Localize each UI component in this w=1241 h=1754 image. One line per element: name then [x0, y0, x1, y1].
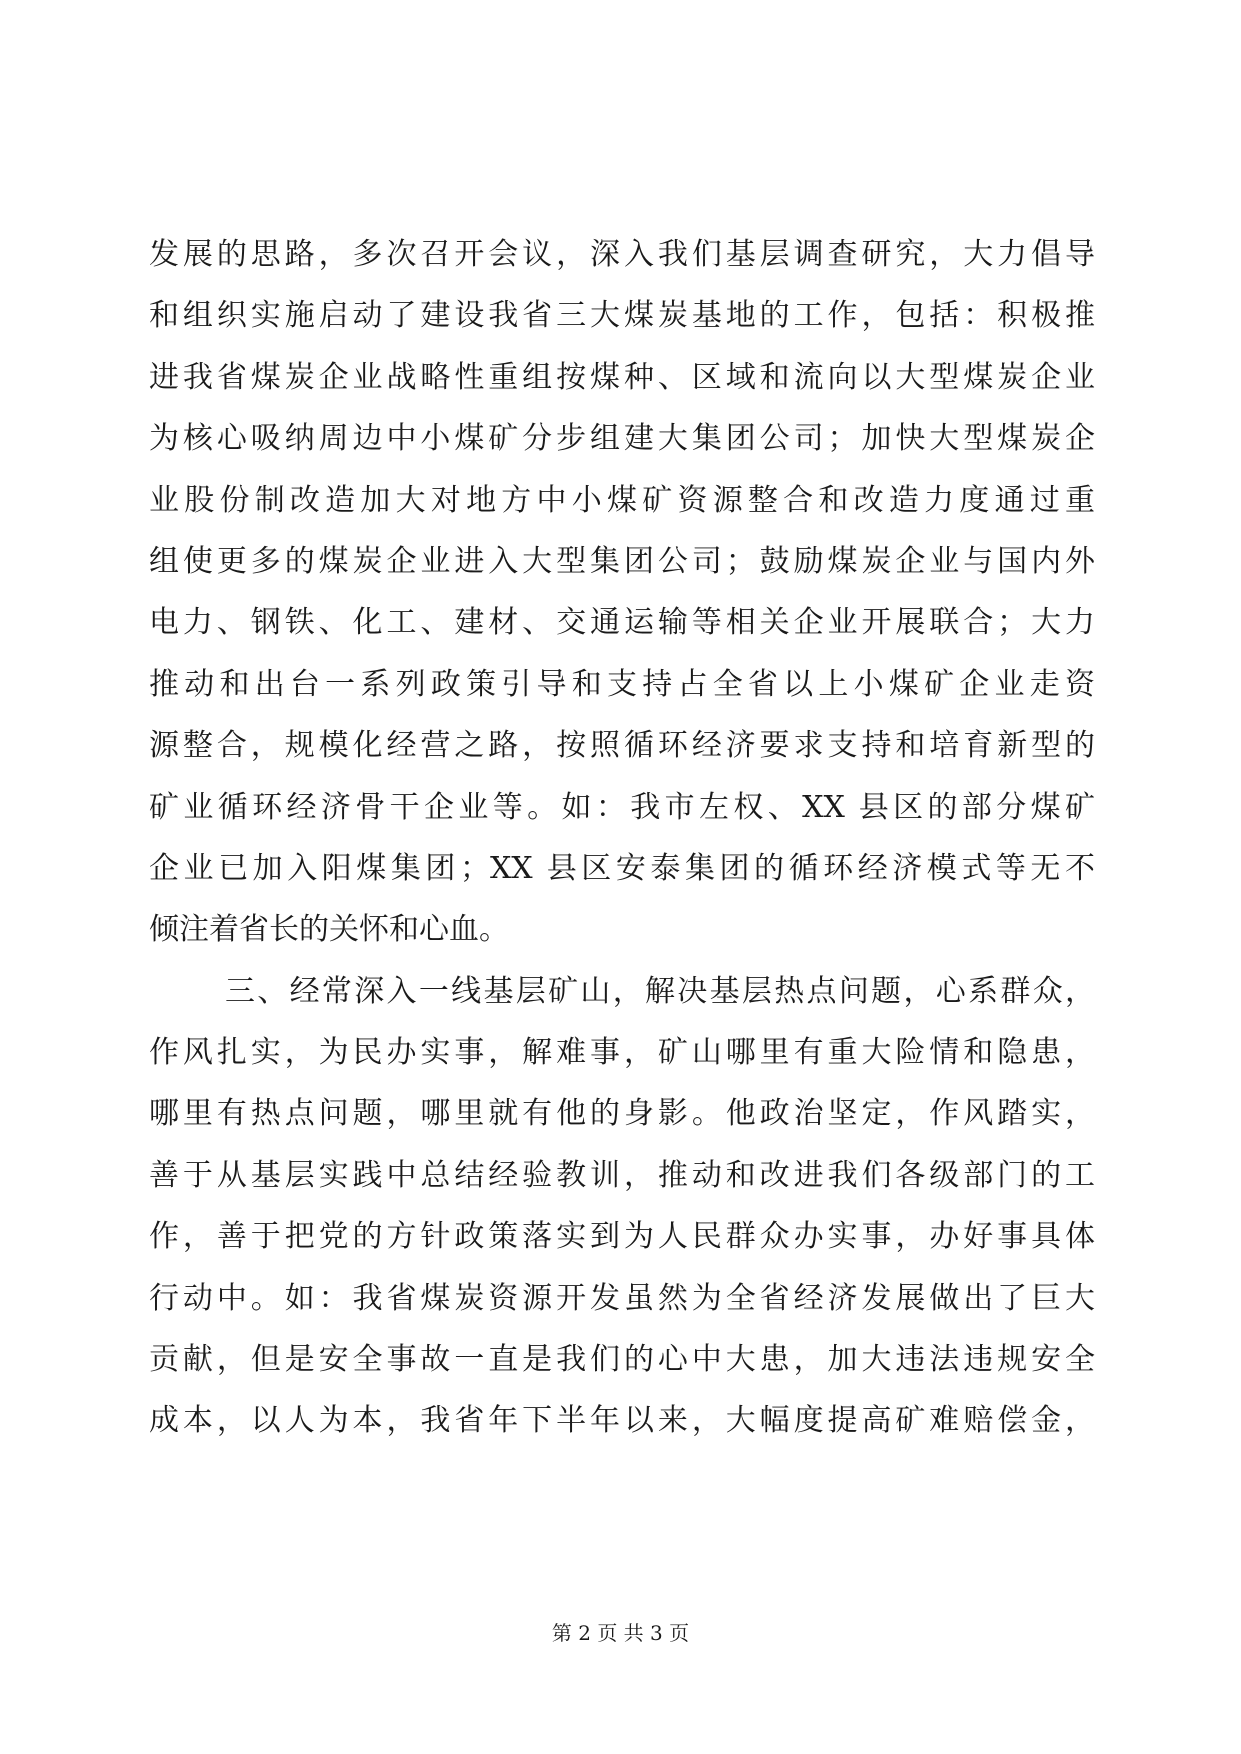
- text-line: 三、经常深入一线基层矿山，解决基层热点问题，心系群众，: [225, 973, 1095, 1009]
- text-line: 和组织实施启动了建设我省三大煤炭基地的工作，包括：积极推: [149, 298, 1095, 334]
- text-line: 企业已加入阳煤集团；XX 县区安泰集团的循环经济模式等无不: [149, 850, 1095, 886]
- paragraph-2: [149, 961, 1095, 1452]
- text-line: 发展的思路，多次召开会议，深入我们基层调查研究，大力倡导: [149, 237, 1095, 272]
- text-line: 哪里有热点问题，哪里就有他的身影。他政治坚定，作风踏实，: [149, 1096, 1095, 1132]
- text-line: 组使更多的煤炭企业进入大型集团公司；鼓励煤炭企业与国内外: [149, 543, 1095, 579]
- text-line: 作风扎实，为民办实事，解难事，矿山哪里有重大险情和隐患，: [149, 1035, 1095, 1071]
- document-body: [149, 224, 1095, 1452]
- text-line: 善于从基层实践中总结经验教训，推动和改进我们各级部门的工: [149, 1157, 1095, 1193]
- text-line: 业股份制改造加大对地方中小煤矿资源整合和改造力度通过重: [149, 482, 1095, 518]
- page-footer: [0, 1620, 1241, 1646]
- text-line: 电力、钢铁、化工、建材、交通运输等相关企业开展联合；大力: [149, 605, 1095, 641]
- paragraph-1: [149, 224, 1095, 961]
- text-line: 倾注着省长的关怀和心血。: [149, 912, 509, 948]
- text-line: 作，善于把党的方针政策落实到为人民群众办实事，办好事具体: [149, 1219, 1095, 1255]
- text-line: 进我省煤炭企业战略性重组按煤种、区域和流向以大型煤炭企业: [149, 359, 1095, 395]
- text-line: 矿业循环经济骨干企业等。如：我市左权、XX 县区的部分煤矿: [149, 789, 1095, 825]
- text-line: 源整合，规模化经营之路，按照循环经济要求支持和培育新型的: [149, 728, 1095, 764]
- text-line: 推动和出台一系列政策引导和支持占全省以上小煤矿企业走资: [149, 666, 1095, 702]
- text-line: 成本，以人为本，我省年下半年以来，大幅度提高矿难赔偿金，: [149, 1403, 1095, 1439]
- text-line: 行动中。如：我省煤炭资源开发虽然为全省经济发展做出了巨大: [149, 1280, 1095, 1316]
- text-line: 为核心吸纳周边中小煤矿分步组建大集团公司；加快大型煤炭企: [149, 421, 1095, 457]
- text-line: 贡献，但是安全事故一直是我们的心中大患，加大违法违规安全: [149, 1342, 1095, 1378]
- page-number: 第 2 页 共 3 页: [551, 1621, 690, 1645]
